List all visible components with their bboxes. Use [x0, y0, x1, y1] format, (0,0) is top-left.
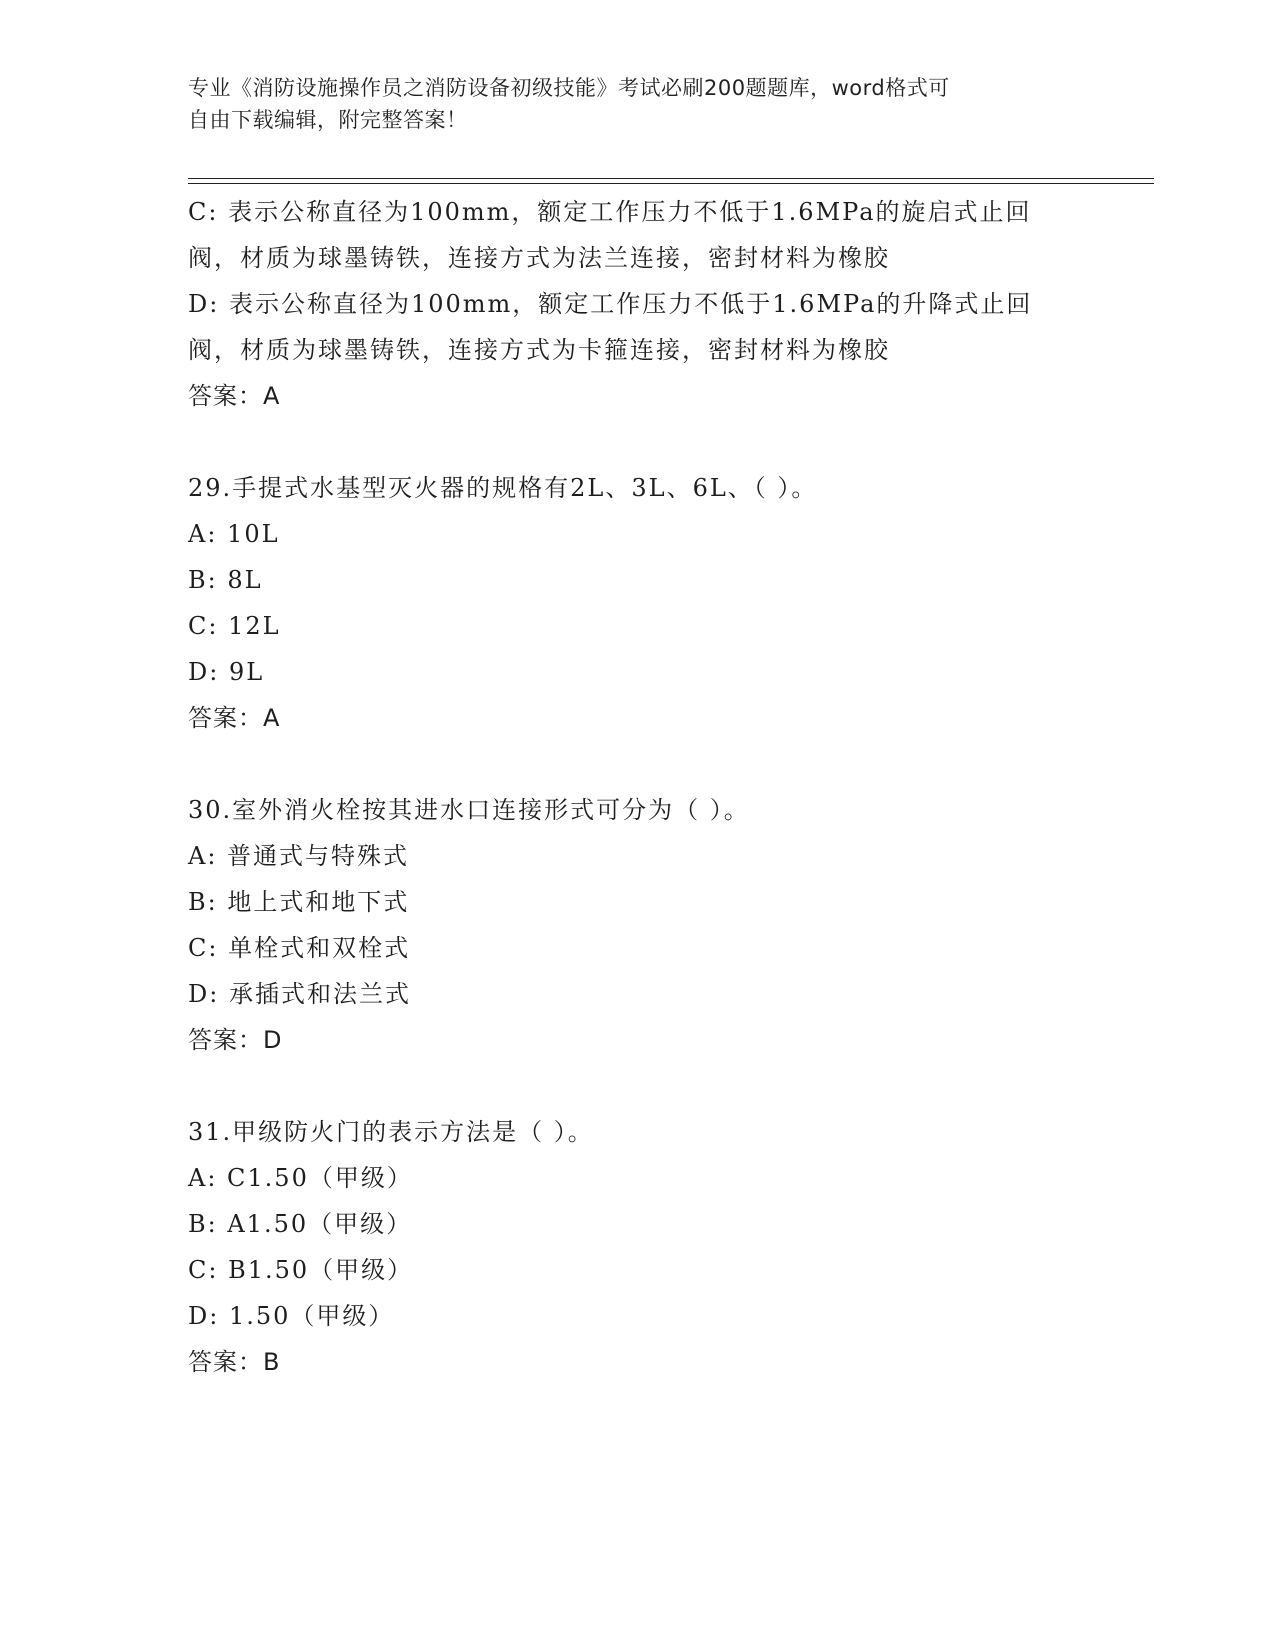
option-b: B: A1.50（甲级） — [188, 1210, 413, 1238]
question-31 — [188, 1109, 1148, 1385]
spacer — [188, 419, 1148, 465]
option-c-line-1: C: 表示公称直径为100mm，额定工作压力不低于1.6MPa的旋启式止回 — [188, 198, 1032, 226]
document-header — [188, 72, 1088, 136]
answer-line: 答案：B — [188, 1348, 281, 1376]
question-stem: 29.手提式水基型灭火器的规格有2L、3L、6L、（ ）。 — [188, 474, 818, 502]
question-29 — [188, 465, 1148, 741]
question-stem: 31.甲级防火门的表示方法是（ ）。 — [188, 1118, 594, 1146]
spacer — [188, 1063, 1148, 1109]
option-d: D: 1.50（甲级） — [188, 1302, 395, 1330]
header-line-2: 自由下载编辑，附完整答案！ — [188, 108, 468, 132]
header-line-1: 专业《消防设施操作员之消防设备初级技能》考试必刷200题题库，word格式可 — [188, 76, 950, 100]
question-stem: 30.室外消火栓按其进水口连接形式可分为（ ）。 — [188, 796, 750, 824]
option-a: A: 10L — [188, 520, 280, 548]
option-b: B: 地上式和地下式 — [188, 888, 410, 916]
option-a: A: 普通式与特殊式 — [188, 842, 410, 870]
answer-line: 答案：A — [188, 704, 281, 732]
option-b: B: 8L — [188, 566, 263, 594]
answer-line: 答案：D — [188, 1026, 283, 1054]
header-divider-bottom — [188, 183, 1154, 184]
option-d-line-1: D: 表示公称直径为100mm，额定工作压力不低于1.6MPa的升降式止回 — [188, 290, 1033, 318]
question-28-continued — [188, 189, 1148, 419]
option-d-line-2: 阀，材质为球墨铸铁，连接方式为卡箍连接，密封材料为橡胶 — [188, 336, 890, 364]
option-c-line-2: 阀，材质为球墨铸铁，连接方式为法兰连接，密封材料为橡胶 — [188, 244, 890, 272]
question-30 — [188, 787, 1148, 1063]
answer-line: 答案：A — [188, 382, 281, 410]
question-list — [188, 189, 1148, 1385]
option-c: C: 单栓式和双栓式 — [188, 934, 411, 962]
option-c: C: B1.50（甲级） — [188, 1256, 414, 1284]
spacer — [188, 741, 1148, 787]
header-divider-top — [188, 178, 1154, 179]
option-c: C: 12L — [188, 612, 281, 640]
option-a: A: C1.50（甲级） — [188, 1164, 413, 1192]
option-d: D: 9L — [188, 658, 265, 686]
option-d: D: 承插式和法兰式 — [188, 980, 411, 1008]
